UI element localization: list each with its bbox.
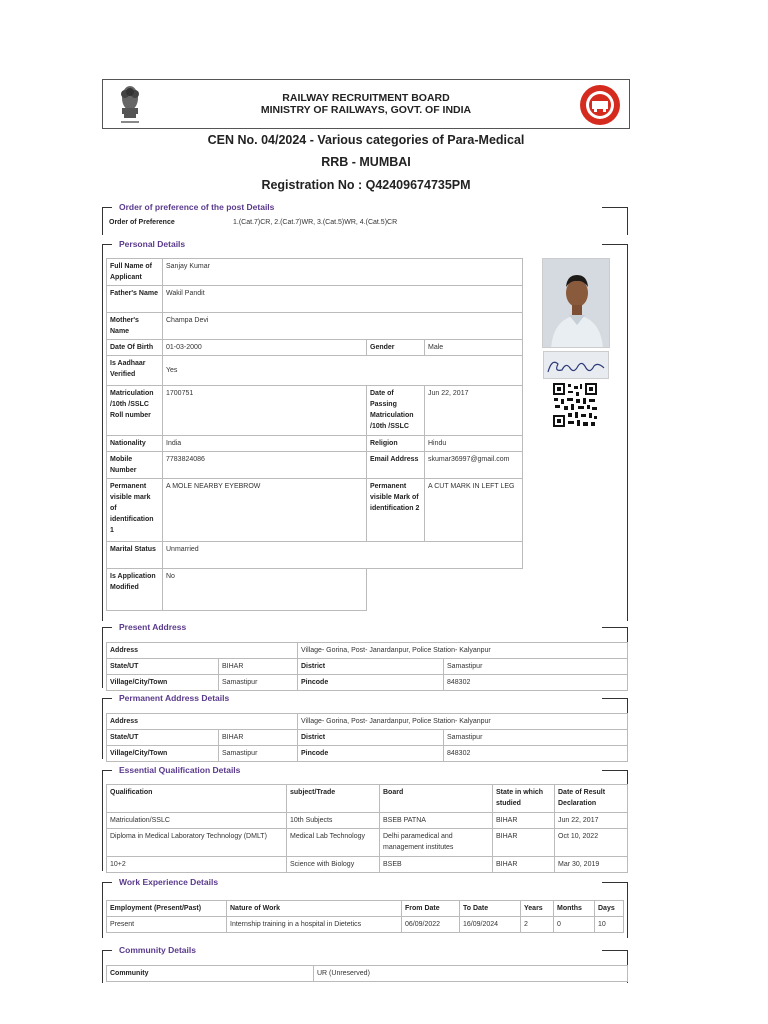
community-section-title: Community Details <box>119 945 196 955</box>
present-state-value: BIHAR <box>219 659 298 675</box>
years-header: Years <box>521 901 554 917</box>
gender-value: Male <box>425 340 523 356</box>
table-cell: 10+2 <box>107 857 287 873</box>
table-cell: Science with Biology <box>287 857 380 873</box>
community-table <box>106 965 628 982</box>
present-address-section-title: Present Address <box>119 622 187 632</box>
table-cell: BIHAR <box>493 857 555 873</box>
religion-value: Hindu <box>425 436 523 452</box>
present-pincode-label: Pincode <box>298 675 444 691</box>
employment-header: Employment (Present/Past) <box>107 901 227 917</box>
table-cell: 2 <box>521 917 554 933</box>
mark2-label: Permanent visible Mark of identification 2 <box>367 479 425 542</box>
nationality-value: India <box>163 436 367 452</box>
permanent-address-label: Address <box>107 714 298 730</box>
header-box <box>102 79 630 129</box>
mark2-value: A CUT MARK IN LEFT LEG <box>425 479 523 542</box>
table-cell: Mar 30, 2019 <box>555 857 628 873</box>
permanent-state-value: BIHAR <box>219 730 298 746</box>
table-cell: BIHAR <box>493 813 555 829</box>
preference-table <box>106 215 624 230</box>
months-header: Months <box>554 901 595 917</box>
board-header: Board <box>380 785 493 813</box>
roll-number-label: Matriculation /10th /SSLC Roll number <box>107 386 163 436</box>
person-icon <box>543 259 610 348</box>
qualification-table <box>106 784 628 873</box>
present-address-value: Village- Gorina, Post- Janardanpur, Police Station- Kalyanpur <box>298 643 628 659</box>
present-state-label: State/UT <box>107 659 219 675</box>
work-section-title: Work Experience Details <box>119 877 219 887</box>
personal-table <box>106 258 523 611</box>
present-address-table <box>106 642 628 691</box>
registration-number: Registration No : Q42409674735PM <box>261 178 471 192</box>
from-date-header: From Date <box>402 901 460 917</box>
mother-name-label: Mother's Name <box>107 313 163 340</box>
community-value: UR (Unreserved) <box>314 966 628 982</box>
table-cell: Jun 22, 2017 <box>555 813 628 829</box>
gender-label: Gender <box>367 340 425 356</box>
preference-label: Order of Preference <box>109 219 175 226</box>
religion-label: Religion <box>367 436 425 452</box>
subject-header: subject/Trade <box>287 785 380 813</box>
mark1-label: Permanent visible mark of identification 1 <box>107 479 163 542</box>
permanent-pincode-label: Pincode <box>298 746 444 762</box>
mark1-value: A MOLE NEARBY EYEBROW <box>163 479 367 542</box>
present-district-value: Samastipur <box>444 659 628 675</box>
preference-value: 1.(Cat.7)CR, 2.(Cat.7)WR, 3.(Cat.5)WR, 4.(Cat.5)CR <box>233 219 398 226</box>
mobile-value: 7783824086 <box>163 452 367 479</box>
result-date-header: Date of Result Declaration <box>555 785 628 813</box>
present-village-value: Samastipur <box>219 675 298 691</box>
table-cell: BSEB PATNA <box>380 813 493 829</box>
email-value: skumar36997@gmail.com <box>425 452 523 479</box>
preference-section-title: Order of preference of the post Details <box>119 202 275 212</box>
passing-date-label: Date of Passing Matriculation /10th /SSLC <box>367 386 425 436</box>
mobile-label: Mobile Number <box>107 452 163 479</box>
qualification-section-title: Essential Qualification Details <box>119 765 241 775</box>
permanent-district-value: Samastipur <box>444 730 628 746</box>
board-title: RAILWAY RECRUITMENT BOARD <box>282 92 450 104</box>
modified-value: No <box>163 569 367 611</box>
table-cell: Medical Lab Technology <box>287 829 380 857</box>
nationality-label: Nationality <box>107 436 163 452</box>
dob-label: Date Of Birth <box>107 340 163 356</box>
community-label: Community <box>107 966 314 982</box>
applicant-photo <box>542 258 610 348</box>
permanent-village-label: Village/City/Town <box>107 746 219 762</box>
present-pincode-value: 848302 <box>444 675 628 691</box>
permanent-pincode-value: 848302 <box>444 746 628 762</box>
personal-section-title: Personal Details <box>119 239 186 249</box>
applicant-signature <box>543 351 609 379</box>
to-date-header: To Date <box>460 901 521 917</box>
dob-value: 01-03-2000 <box>163 340 367 356</box>
permanent-village-value: Samastipur <box>219 746 298 762</box>
father-name-label: Father's Name <box>107 286 163 313</box>
table-cell: Diploma in Medical Laboratory Technology (DMLT) <box>107 829 287 857</box>
table-cell: BSEB <box>380 857 493 873</box>
email-label: Email Address <box>367 452 425 479</box>
table-cell: 10 <box>595 917 624 933</box>
aadhaar-label: Is Aadhaar Verified <box>107 356 163 386</box>
table-cell: Oct 10, 2022 <box>555 829 628 857</box>
table-cell: BIHAR <box>493 829 555 857</box>
table-cell: 0 <box>554 917 595 933</box>
cen-title: CEN No. 04/2024 - Various categories of Para-Medical <box>207 133 525 147</box>
national-emblem-icon <box>115 84 145 126</box>
permanent-state-label: State/UT <box>107 730 219 746</box>
modified-label: Is Application Modified <box>107 569 163 611</box>
permanent-address-value: Village- Gorina, Post- Janardanpur, Police Station- Kalyanpur <box>298 714 628 730</box>
table-cell: Internship training in a hospital in Dietetics <box>227 917 402 933</box>
empty-cell <box>367 569 523 611</box>
signature-icon <box>544 352 610 380</box>
table-cell: 10th Subjects <box>287 813 380 829</box>
passing-date-value: Jun 22, 2017 <box>425 386 523 436</box>
roll-number-value: 1700751 <box>163 386 367 436</box>
work-table <box>106 900 624 933</box>
table-cell: Delhi paramedical and management institutes <box>380 829 493 857</box>
nature-header: Nature of Work <box>227 901 402 917</box>
full-name-label: Full Name of Applicant <box>107 259 163 286</box>
table-cell: 06/09/2022 <box>402 917 460 933</box>
table-cell: Matriculation/SSLC <box>107 813 287 829</box>
qualification-header: Qualification <box>107 785 287 813</box>
full-name-value: Sanjay Kumar <box>163 259 523 286</box>
indian-railways-logo-icon <box>579 84 621 126</box>
state-header: State in which studied <box>493 785 555 813</box>
ministry-title: MINISTRY OF RAILWAYS, GOVT. OF INDIA <box>260 104 472 116</box>
aadhaar-value: Yes <box>163 356 523 386</box>
present-village-label: Village/City/Town <box>107 675 219 691</box>
permanent-address-table <box>106 713 628 762</box>
present-district-label: District <box>298 659 444 675</box>
permanent-address-section-title: Permanent Address Details <box>119 693 230 703</box>
marital-label: Marital Status <box>107 542 163 569</box>
rrb-name: RRB - MUMBAI <box>321 155 411 169</box>
permanent-district-label: District <box>298 730 444 746</box>
mother-name-value: Champa Devi <box>163 313 523 340</box>
table-cell: Present <box>107 917 227 933</box>
father-name-value: Wakil Pandit <box>163 286 523 313</box>
table-cell: 16/09/2024 <box>460 917 521 933</box>
marital-value: Unmarried <box>163 542 523 569</box>
qr-code-icon <box>552 382 598 428</box>
present-address-label: Address <box>107 643 298 659</box>
days-header: Days <box>595 901 624 917</box>
